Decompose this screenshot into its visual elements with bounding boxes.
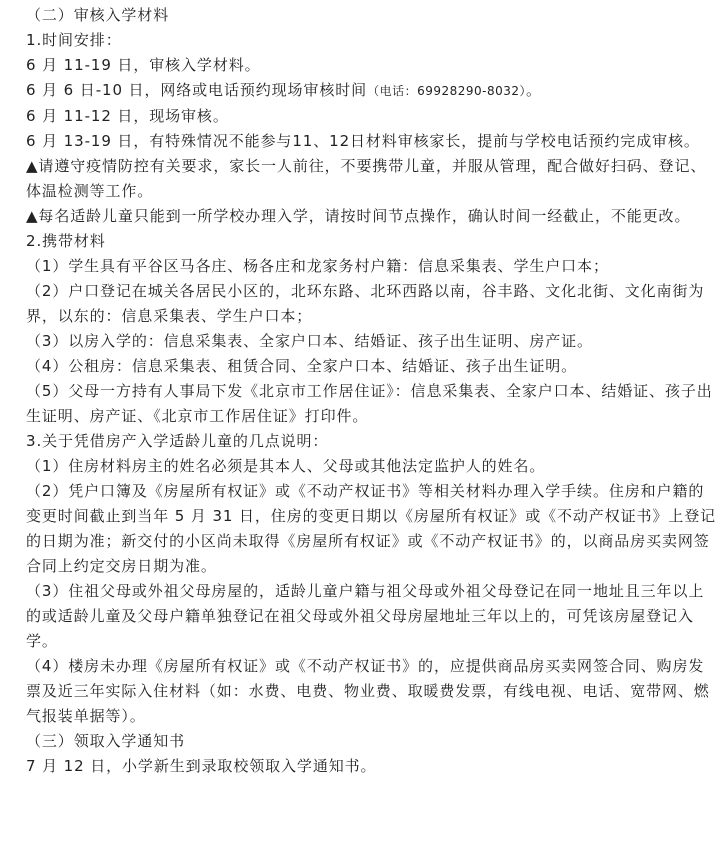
notice-epidemic: ▲请遵守疫情防控有关要求，家长一人前往，不要携带儿童，并服从管理，配合做好扫码、登记、体温检测等工作。 <box>26 157 707 200</box>
section-3-title <box>26 729 716 754</box>
schedule-item-3: 6 月 11-12 日，现场审核。 <box>26 107 229 125</box>
section-2-title <box>26 3 716 28</box>
housing-note-3: （3）住祖父母或外祖父母房屋的，适龄儿童户籍与祖父母或外祖父母登记在同一地址且三年以上的或适龄儿童及父母户籍单独登记在祖父母或外祖父母房屋地址三年以上的，可凭该房屋登记入学。 <box>26 582 705 650</box>
notice-pickup: 7 月 12 日，小学新生到录取校领取入学通知书。 <box>26 757 377 775</box>
material-item-1: （1）学生具有平谷区马各庄、杨各庄和龙家务村户籍：信息采集表、学生户口本； <box>26 257 609 275</box>
phone-number: （电话：69928290-8032） <box>367 84 527 98</box>
schedule-item-4: 6 月 13-19 日，有特殊情况不能参与11、12日材料审核家长，提前与学校电话预约完成审核。 <box>26 132 700 150</box>
housing-note-4: （4）楼房未办理《房屋所有权证》或《不动产权证书》的，应提供商品房买卖网签合同、购房发票及近三年实际入住材料（如：水费、电费、物业费、取暖费发票，有线电视、电话、宽带网、燃气报装单据等）。 <box>26 657 710 725</box>
document-body <box>0 3 722 854</box>
schedule-item-2 <box>26 78 716 104</box>
section-3-title-text: （三）领取入学通知书 <box>26 732 186 750</box>
material-item-2: （2）户口登记在城关各居民小区的，北环东路、北环西路以南，谷丰路、文化北街、文化南街为界，以东的：信息采集表、学生户口本； <box>26 282 705 325</box>
housing-note-2: （2）凭户口簿及《房屋所有权证》或《不动产权证书》等相关材料办理入学手续。住房和户籍的变更时间截止到当年 5 月 31 日，住房的变更日期以《房屋所有权证》或《不动产权证书》上登记的日期为准；新交付的小区尚未取得《房屋所有权证》或《不动产权证书》的，以商品房买卖网签合同上约定交房日期为准。 <box>26 482 717 575</box>
material-item-5: （5）父母一方持有人事局下发《北京市工作居住证》：信息采集表、全家户口本、结婚证、孩子出生证明、房产证、《北京市工作居住证》打印件。 <box>26 382 713 425</box>
housing-notes-heading: 3.关于凭借房产入学适龄儿童的几点说明： <box>26 432 329 450</box>
time-schedule-heading: 1.时间安排： <box>26 31 122 49</box>
materials-heading: 2.携带材料 <box>26 232 106 250</box>
schedule-item-2-text: 6 月 6 日-10 日，网络或电话预约现场审核时间 <box>26 81 368 99</box>
schedule-item-1: 6 月 11-19 日，审核入学材料。 <box>26 56 261 74</box>
material-item-4: （4）公租房：信息采集表、租赁合同、全家户口本、结婚证、孩子出生证明。 <box>26 357 578 375</box>
notice-one-school: ▲每名适龄儿童只能到一所学校办理入学，请按时间节点操作，确认时间一经截止，不能更改。 <box>26 207 691 225</box>
schedule-item-2-end: 。 <box>526 81 542 99</box>
section-2-title-text: （二）审核入学材料 <box>26 6 170 24</box>
housing-note-1: （1）住房材料房主的姓名必须是其本人、父母或其他法定监护人的姓名。 <box>26 457 546 475</box>
material-item-3: （3）以房入学的：信息采集表、全家户口本、结婚证、孩子出生证明、房产证。 <box>26 332 593 350</box>
